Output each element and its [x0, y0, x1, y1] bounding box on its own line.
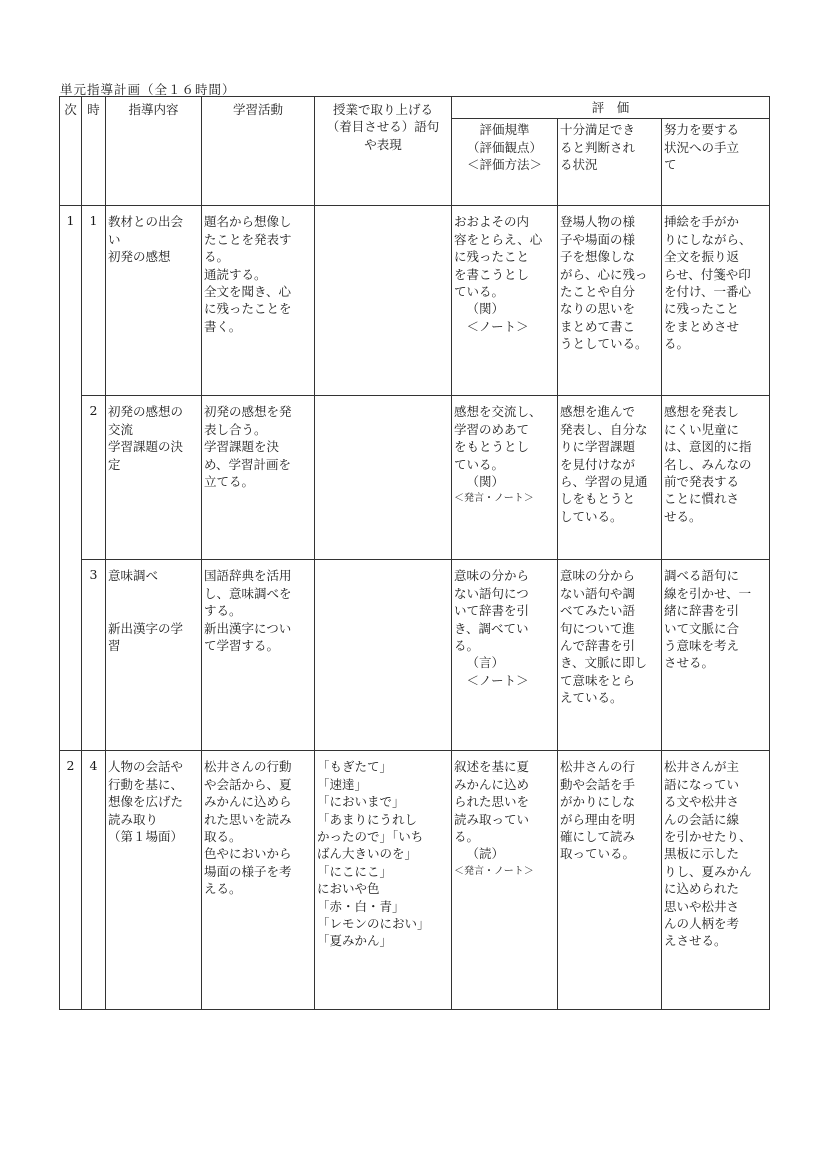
cell-line: 緒に辞書を引 [664, 603, 740, 619]
table-row [60, 396, 770, 560]
cell-line: 学習課題の決 [108, 439, 184, 455]
cell-line: させる。 [664, 655, 715, 671]
cell-line: を見付けなが [560, 456, 636, 472]
document-title: 単元指導計画（全１６時間） [60, 82, 236, 97]
cell-line: 容をとらえ、心 [454, 231, 543, 247]
cell-line: や表現 [364, 136, 402, 152]
cell-criteria [452, 396, 558, 560]
cell-line: に残ったことを [204, 301, 292, 317]
cell-phrases [315, 751, 452, 1010]
cell-line: 初発の感想を発 [204, 404, 292, 420]
cell-criteria [452, 751, 558, 1010]
cell-line: 挿絵を手がか [664, 214, 740, 230]
header-ji: 次 [60, 97, 82, 206]
cell-line: いて辞書を引 [454, 603, 530, 619]
cell-line: おおよその内 [454, 214, 530, 230]
cell-line: ＜ノート＞ [466, 318, 529, 334]
cell-line: 取っている。 [560, 846, 636, 862]
cell-activity [202, 560, 315, 751]
cell-toki: 4 [82, 751, 106, 1010]
cell-line: をもとうとし [454, 439, 530, 455]
cell-line: る。 [454, 638, 480, 654]
cell-line: に込められた [664, 881, 740, 897]
cell-line: 前で発表する [664, 474, 740, 490]
cell-line: 感想を進んで [560, 404, 636, 420]
cell-line: らせ、付箋や印 [664, 266, 751, 282]
cell-satisfied [558, 751, 662, 1010]
cell-line: 全文を振り返 [664, 249, 740, 265]
cell-line: 習 [108, 638, 121, 654]
cell-line: る文や松井さ [664, 794, 740, 810]
cell-line: に残ったこと [454, 249, 530, 265]
cell-line: 新出漢字の学 [108, 620, 184, 636]
cell-line [108, 585, 199, 602]
cell-line: て意味をとら [560, 672, 636, 688]
cell-line: る状況 [560, 157, 598, 173]
cell-content [106, 206, 202, 396]
cell-line: （読） [466, 846, 505, 862]
cell-line: 新出漢字につい [204, 620, 292, 636]
cell-line: ことに慣れさ [664, 491, 740, 507]
cell-line: 「にこにこ」 [317, 863, 393, 879]
cell-line: る。 [454, 829, 480, 845]
cell-activity [202, 396, 315, 560]
cell-line: れた思いを読み [204, 811, 292, 827]
cell-line: め、学習計画を [204, 456, 292, 472]
cell-line: りに学習課題 [560, 439, 636, 455]
header-criteria [452, 119, 558, 206]
cell-criteria [452, 560, 558, 751]
cell-support [662, 751, 770, 1010]
cell-line: 学習のめあて [454, 421, 530, 437]
cell-satisfied [558, 396, 662, 560]
cell-line: がら、心に残っ [560, 266, 648, 282]
cell-line: られた思いを [454, 794, 530, 810]
cell-line: んの会話に線 [664, 811, 740, 827]
cell-line: 感想を交流し、 [454, 404, 542, 420]
cell-line: （評価観点） [466, 139, 542, 155]
cell-line: 名し、みんなの [664, 456, 752, 472]
cell-line: ら、学習の見通 [560, 474, 648, 490]
cell-line: て [664, 157, 677, 173]
cell-line: ＜発言・ノート＞ [454, 493, 534, 505]
cell-line: や会話から、夏 [204, 776, 292, 792]
cell-line: 読み取ってい [454, 811, 530, 827]
cell-line: 意味の分から [560, 568, 636, 584]
cell-line: 「速達」 [317, 776, 368, 792]
cell-line: 語になってい [664, 776, 740, 792]
cell-line: を付け、一番心 [664, 284, 752, 300]
cell-line: べてみたい語 [560, 603, 636, 619]
cell-line: いて文脈に合 [664, 620, 740, 636]
cell-satisfied [558, 206, 662, 396]
cell-line: ない語句や調 [560, 585, 636, 601]
cell-line: にくい児童に [664, 421, 740, 437]
cell-line: 評価規準 [479, 122, 530, 138]
table-row [60, 206, 770, 396]
cell-line: 人物の会話や [108, 759, 184, 775]
cell-line: 題名から想像し [204, 214, 292, 230]
cell-line: 「夏みかん」 [317, 933, 393, 949]
cell-line: 「赤・白・青」 [317, 898, 405, 914]
cell-line: 黒板に示した [664, 846, 740, 862]
cell-line: 学習課題を決 [204, 439, 280, 455]
cell-line: をまとめさせ [664, 318, 740, 334]
cell-line: （関） [466, 474, 505, 490]
cell-line: している。 [560, 508, 623, 524]
cell-line: て学習する。 [204, 638, 280, 654]
cell-line: たことや自分 [560, 284, 636, 300]
table-row [60, 751, 770, 1010]
cell-line: （第１場面） [108, 829, 184, 845]
cell-phrases [315, 396, 452, 560]
cell-line [108, 602, 199, 619]
cell-line: 授業で取り上げる [332, 102, 433, 117]
cell-line: える。 [204, 881, 242, 897]
cell-line: 「レモンのにおい」 [317, 916, 430, 932]
cell-criteria [452, 206, 558, 396]
cell-line: する。 [204, 603, 242, 619]
cell-line: る。 [204, 249, 230, 265]
cell-phrases [315, 206, 452, 396]
cell-line: みかんに込めら [204, 794, 292, 810]
cell-toki: 2 [82, 396, 106, 560]
cell-line: 定 [108, 456, 121, 472]
cell-line: せる。 [664, 508, 702, 524]
cell-line: 十分満足でき [560, 122, 636, 138]
cell-line: ＜評価方法＞ [466, 157, 542, 173]
cell-line: しをもとうと [560, 491, 636, 507]
cell-line: 想像を広げた [108, 794, 184, 810]
cell-line: ＜ノート＞ [466, 672, 529, 688]
cell-line: （関） [466, 301, 505, 317]
cell-line: を引かせたり、 [664, 829, 752, 845]
header-phrases [315, 97, 452, 206]
cell-support [662, 206, 770, 396]
cell-line: 初発の感想の [108, 404, 184, 420]
header-satisfied [558, 119, 662, 206]
cell-line: 動や会話を手 [560, 776, 636, 792]
cell-line: 思いや松井さ [664, 898, 740, 914]
cell-activity [202, 751, 315, 1010]
cell-line: 色やにおいから [204, 846, 292, 862]
cell-line: ない語句につ [454, 585, 529, 601]
cell-line: えている。 [560, 690, 623, 706]
cell-line: は、意図的に指 [664, 439, 752, 455]
cell-support [662, 396, 770, 560]
cell-line: ている。 [454, 284, 505, 300]
cell-line: 初発の感想 [108, 249, 171, 265]
cell-line: し、意味調べを [204, 585, 292, 601]
cell-line: る。 [664, 336, 690, 352]
cell-line: 線を引かせ、一 [664, 585, 752, 601]
cell-line: 交流 [108, 421, 134, 437]
cell-line: んの人柄を考 [664, 916, 740, 932]
cell-line: を書こうとし [454, 266, 530, 282]
header-content: 指導内容 [106, 97, 202, 206]
cell-line: 「もぎたて」 [317, 759, 393, 775]
cell-line: 行動を基に、 [108, 776, 184, 792]
cell-line: い [108, 231, 121, 247]
header-row-1 [60, 97, 770, 119]
cell-line: 読み取り [108, 811, 159, 827]
cell-activity [202, 206, 315, 396]
cell-line: 通読する。 [204, 266, 267, 282]
cell-line: 登場人物の様 [560, 214, 636, 230]
cell-line: 立てる。 [204, 474, 255, 490]
cell-line: うとしている。 [560, 336, 648, 352]
cell-toki: 3 [82, 560, 106, 751]
cell-line: 全文を聞き、心 [204, 284, 292, 300]
cell-line: がかりにしな [560, 794, 636, 810]
cell-line: 叙述を基に夏 [454, 759, 530, 775]
cell-line: みかんに込め [454, 776, 530, 792]
cell-line: 調べる語句に [664, 568, 740, 584]
cell-line: 意味調べ [108, 568, 159, 584]
cell-line: 取る。 [204, 829, 242, 845]
cell-line: 確にして読み [560, 829, 636, 845]
cell-content [106, 396, 202, 560]
cell-line: 松井さんの行 [560, 759, 636, 775]
cell-line: 感想を発表し [664, 404, 740, 420]
cell-line: う意味を考え [664, 638, 740, 654]
cell-line: かったので」「いち [317, 829, 424, 845]
cell-satisfied [558, 560, 662, 751]
cell-line: 子や場面の様 [560, 231, 636, 247]
cell-support [662, 560, 770, 751]
cell-line: えさせる。 [664, 933, 727, 949]
cell-phrases [315, 560, 452, 751]
cell-line: まとめて書こ [560, 318, 636, 334]
header-activity: 学習活動 [202, 97, 315, 206]
table-row [60, 560, 770, 751]
cell-line: ＜発言・ノート＞ [454, 865, 534, 877]
cell-line: （言） [466, 655, 505, 671]
cell-line: なりの思いを [560, 301, 636, 317]
cell-line: 書く。 [204, 318, 242, 334]
cell-line: たことを発表す [204, 231, 292, 247]
cell-toki: 1 [82, 206, 106, 396]
cell-line: 状況への手立 [664, 139, 740, 155]
cell-line: 場面の様子を考 [204, 863, 292, 879]
cell-line: ばん大きいのを」 [317, 846, 418, 862]
cell-line: 教材との出会 [108, 214, 184, 230]
cell-line: 子を想像しな [560, 249, 636, 265]
cell-line: ると判断され [560, 139, 636, 155]
cell-content [106, 560, 202, 751]
header-support [662, 119, 770, 206]
cell-line: 松井さんが主 [664, 759, 740, 775]
cell-line: りにしながら、 [664, 231, 752, 247]
cell-ji: 2 [60, 751, 82, 1010]
cell-line: んで辞書を引 [560, 638, 636, 654]
lesson-plan-table [59, 96, 770, 1010]
cell-line: 句について進 [560, 620, 635, 636]
cell-line: 松井さんの行動 [204, 759, 292, 775]
cell-ji: 1 [60, 206, 82, 751]
cell-line: 意味の分から [454, 568, 530, 584]
cell-line: ている。 [454, 456, 505, 472]
cell-line: 国語辞典を活用 [204, 568, 292, 584]
cell-content [106, 751, 202, 1010]
header-evaluation: 評 価 [452, 97, 770, 119]
cell-line: 「においまで」 [317, 794, 405, 810]
cell-line: においや色 [317, 881, 380, 897]
cell-line: 発表し、自分な [560, 421, 648, 437]
header-toki: 時 [82, 97, 106, 206]
cell-line: りし、夏みかん [664, 863, 752, 879]
cell-line: がら理由を明 [560, 811, 636, 827]
cell-line: に残ったこと [664, 301, 740, 317]
cell-line: き、調べてい [454, 620, 529, 636]
cell-line: 努力を要する [664, 122, 740, 138]
cell-line: き、文脈に即し [560, 655, 648, 671]
cell-line: （着目させる）語句 [326, 119, 440, 135]
cell-line: 表し合う。 [204, 421, 267, 437]
cell-line: 「あまりにうれし [317, 811, 418, 827]
